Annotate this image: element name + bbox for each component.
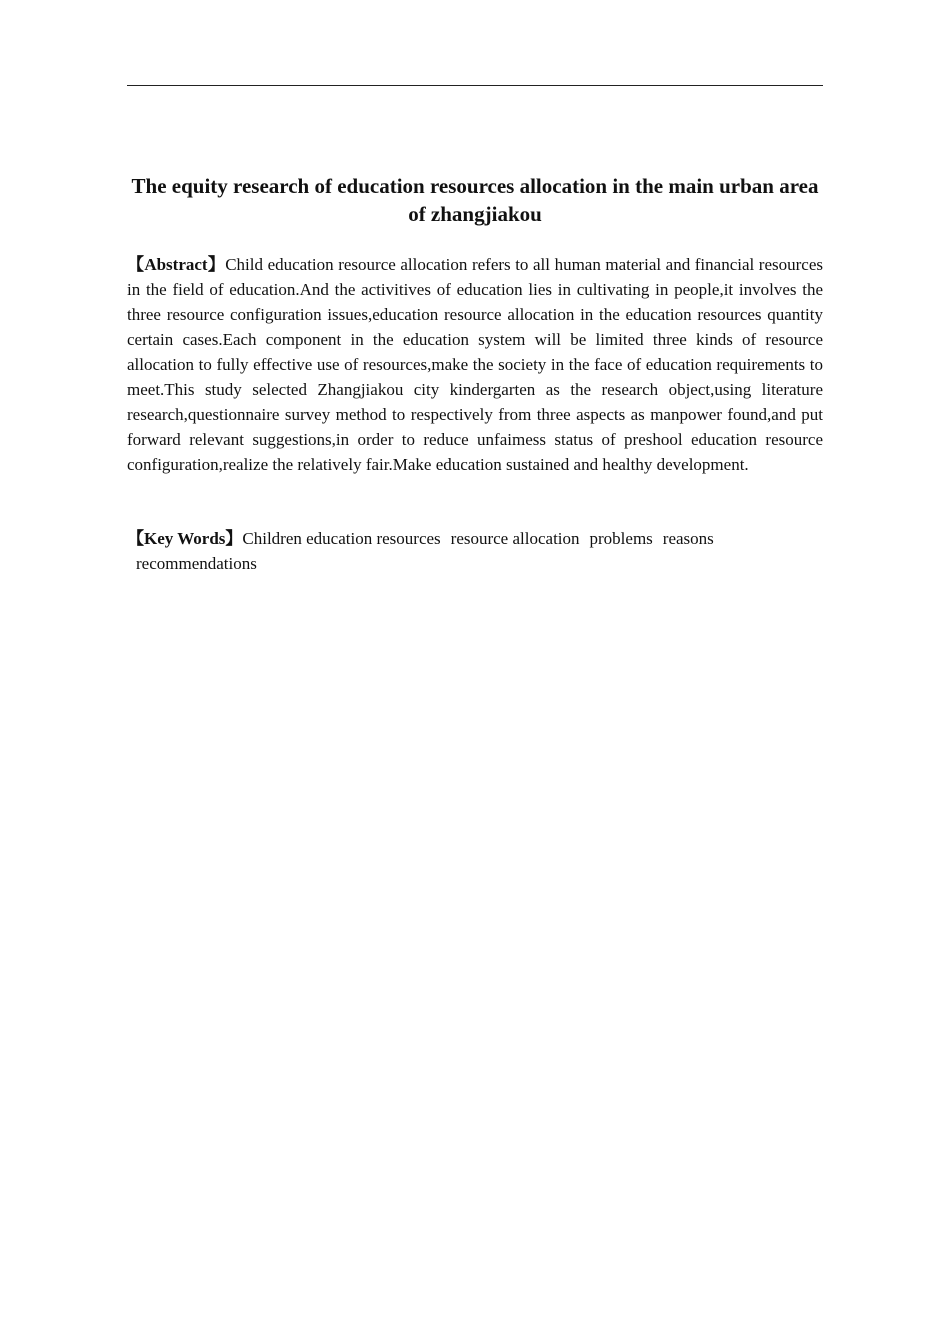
keyword-item: problems: [589, 529, 653, 548]
header-rule: [127, 85, 823, 86]
keywords-paragraph: [127, 526, 823, 576]
paper-title: The equity research of education resources allocation in the main urban area of zhangjiakou: [131, 174, 819, 226]
keyword-item: reasons: [662, 529, 714, 548]
keyword-item: resource allocation: [450, 529, 580, 548]
keyword-item: recommendations: [136, 554, 257, 573]
keywords-label: 【Key Words】: [127, 529, 243, 548]
abstract-text: Child education resource allocation refers to all human material and financial resources in the field of education.And the activitives of education lies in cultivating in people,it involves the three resource configuration issues,education resource allocation in the education resources quantity certain cases.Each component in the education system will be limited three kinds of resource allocation to fully effective use of resources,make the society in the face of education requirements to meet.This study selected Zhangjiakou city kindergarten as the research object,using literature research,questionnaire survey method to respectively from three aspects as manpower found,and put forward relevant suggestions,in order to reduce unfaimess status of preshool education resource configuration,realize the relatively fair.Make education sustained and healthy development.: [127, 255, 823, 474]
abstract-label: 【Abstract】: [127, 255, 226, 274]
keyword-item: Children education resources: [242, 529, 441, 548]
abstract-paragraph: [127, 252, 823, 477]
